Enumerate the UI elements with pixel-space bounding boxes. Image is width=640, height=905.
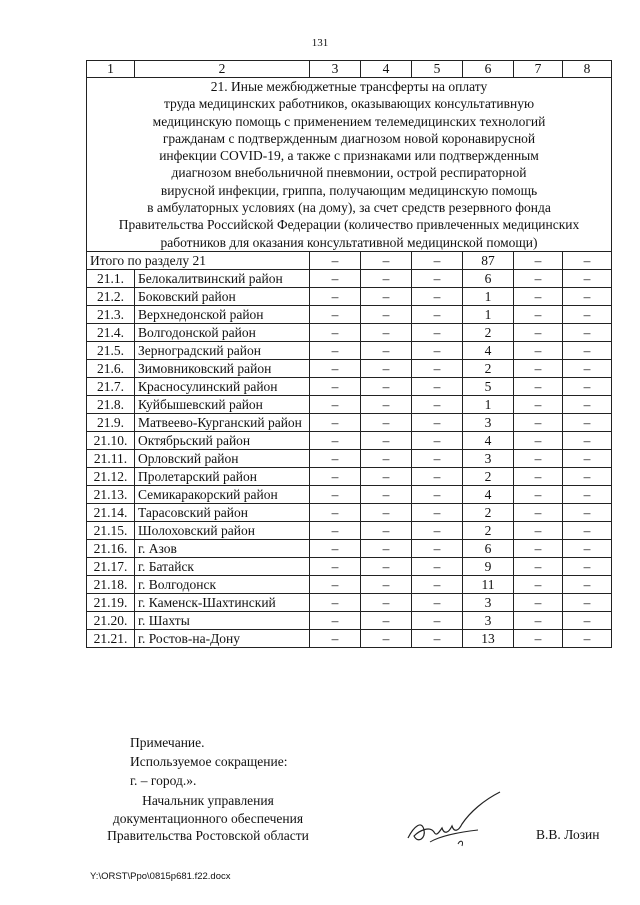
- column-number-row: [87, 61, 612, 78]
- caption-line: в амбулаторных условиях (на дому), за счет средств резервного фонда: [147, 200, 551, 216]
- row-col6: 2: [463, 503, 514, 521]
- signatory-line: документационного обеспечения: [112, 810, 304, 826]
- table-row: [87, 377, 612, 395]
- row-col3: –: [310, 395, 361, 413]
- table-row: [87, 449, 612, 467]
- caption-line: инфекции COVID-19, а также с признаками или подтвержденным: [159, 148, 539, 164]
- column-number: 4: [361, 61, 412, 78]
- caption-line: работников для оказания консультативной медицинской помощи): [160, 234, 538, 250]
- district-name: Орловский район: [135, 449, 310, 467]
- district-name: Матвеево-Курганский район: [135, 413, 310, 431]
- row-number: 21.20.: [87, 611, 135, 629]
- row-col3: –: [310, 269, 361, 287]
- row-col7: –: [514, 377, 563, 395]
- row-col6: 6: [463, 269, 514, 287]
- transfers-table: [86, 60, 612, 648]
- row-col4: –: [361, 287, 412, 305]
- row-col6: 3: [463, 449, 514, 467]
- row-col8: –: [563, 557, 612, 575]
- row-number: 21.16.: [87, 539, 135, 557]
- row-number: 21.17.: [87, 557, 135, 575]
- row-col3: –: [310, 359, 361, 377]
- row-col6: 4: [463, 341, 514, 359]
- row-col6: 2: [463, 323, 514, 341]
- district-name: г. Ростов-на-Дону: [135, 629, 310, 647]
- row-col5: –: [412, 395, 463, 413]
- signatory-line: Начальник управления: [142, 793, 274, 808]
- row-col8: –: [563, 287, 612, 305]
- row-number: 21.3.: [87, 305, 135, 323]
- row-col5: –: [412, 611, 463, 629]
- table-row: [87, 269, 612, 287]
- row-col8: –: [563, 521, 612, 539]
- row-col5: –: [412, 593, 463, 611]
- row-col8: –: [563, 431, 612, 449]
- row-col3: –: [310, 377, 361, 395]
- district-name: Волгодонской район: [135, 323, 310, 341]
- district-name: Шолоховский район: [135, 521, 310, 539]
- table-row: [87, 467, 612, 485]
- row-col6: 9: [463, 557, 514, 575]
- table-row: [87, 539, 612, 557]
- district-name: Зимовниковский район: [135, 359, 310, 377]
- row-col6: 2: [463, 359, 514, 377]
- row-number: 21.12.: [87, 467, 135, 485]
- row-col5: –: [412, 287, 463, 305]
- signatory-line: Правительства Ростовской области: [107, 828, 309, 843]
- row-col6: 2: [463, 521, 514, 539]
- row-number: 21.11.: [87, 449, 135, 467]
- row-col3: –: [310, 611, 361, 629]
- handwritten-signature: [400, 786, 510, 856]
- table-row: [87, 431, 612, 449]
- table-row: [87, 593, 612, 611]
- row-col7: –: [514, 593, 563, 611]
- caption-line: медицинскую помощь с применением телемедицинских технологий: [152, 113, 546, 129]
- signatory-title: [88, 792, 328, 845]
- district-name: Тарасовский район: [135, 503, 310, 521]
- row-col3: –: [310, 323, 361, 341]
- row-number: 21.21.: [87, 629, 135, 647]
- district-name: г. Батайск: [135, 557, 310, 575]
- row-col4: –: [361, 341, 412, 359]
- district-name: Октябрьский район: [135, 431, 310, 449]
- row-col6: 1: [463, 287, 514, 305]
- district-name: г. Шахты: [135, 611, 310, 629]
- row-col5: –: [412, 467, 463, 485]
- column-number: 6: [463, 61, 514, 78]
- row-col6: 3: [463, 413, 514, 431]
- row-col4: –: [361, 611, 412, 629]
- row-col3: –: [310, 341, 361, 359]
- district-name: г. Волгодонск: [135, 575, 310, 593]
- row-col8: –: [563, 341, 612, 359]
- row-number: 21.1.: [87, 269, 135, 287]
- row-number: 21.19.: [87, 593, 135, 611]
- row-col7: –: [514, 431, 563, 449]
- row-col4: –: [361, 539, 412, 557]
- row-col3: –: [310, 431, 361, 449]
- total-col3: –: [310, 251, 361, 269]
- row-col3: –: [310, 503, 361, 521]
- row-number: 21.7.: [87, 377, 135, 395]
- page-number: 131: [311, 37, 329, 49]
- row-col6: 6: [463, 539, 514, 557]
- district-name: Зерноградский район: [135, 341, 310, 359]
- caption-line: 21. Иные межбюджетные трансферты на оплату: [210, 79, 488, 94]
- row-number: 21.8.: [87, 395, 135, 413]
- row-col7: –: [514, 287, 563, 305]
- file-path: Y:\ORST\Ppo\0815p681.f22.docx: [90, 871, 231, 882]
- row-col8: –: [563, 269, 612, 287]
- table-row: [87, 395, 612, 413]
- table-row: [87, 287, 612, 305]
- row-col7: –: [514, 341, 563, 359]
- column-number: 3: [310, 61, 361, 78]
- row-col8: –: [563, 503, 612, 521]
- row-col8: –: [563, 539, 612, 557]
- row-col7: –: [514, 557, 563, 575]
- row-col8: –: [563, 593, 612, 611]
- row-col5: –: [412, 539, 463, 557]
- row-col3: –: [310, 449, 361, 467]
- row-col7: –: [514, 503, 563, 521]
- row-col6: 11: [463, 575, 514, 593]
- district-name: Пролетарский район: [135, 467, 310, 485]
- district-name: Боковский район: [135, 287, 310, 305]
- row-col7: –: [514, 323, 563, 341]
- row-col6: 13: [463, 629, 514, 647]
- district-name: Красносулинский район: [135, 377, 310, 395]
- row-number: 21.4.: [87, 323, 135, 341]
- row-col8: –: [563, 449, 612, 467]
- row-col4: –: [361, 269, 412, 287]
- table-row: [87, 521, 612, 539]
- row-col4: –: [361, 503, 412, 521]
- table-row: [87, 413, 612, 431]
- note-line: Используемое сокращение:: [130, 754, 288, 769]
- row-col3: –: [310, 521, 361, 539]
- row-col4: –: [361, 449, 412, 467]
- row-col5: –: [412, 323, 463, 341]
- row-col4: –: [361, 575, 412, 593]
- row-col4: –: [361, 593, 412, 611]
- district-name: Семикаракорский район: [135, 485, 310, 503]
- row-col7: –: [514, 629, 563, 647]
- row-col3: –: [310, 629, 361, 647]
- row-col5: –: [412, 377, 463, 395]
- row-col7: –: [514, 395, 563, 413]
- signatory-name: В.В. Лозин: [536, 827, 600, 842]
- note-line: г. – город.».: [130, 773, 197, 788]
- table-row: [87, 629, 612, 647]
- row-col4: –: [361, 485, 412, 503]
- row-number: 21.10.: [87, 431, 135, 449]
- row-col7: –: [514, 359, 563, 377]
- row-col3: –: [310, 539, 361, 557]
- column-number: 5: [412, 61, 463, 78]
- row-col7: –: [514, 611, 563, 629]
- row-col4: –: [361, 521, 412, 539]
- table-row: [87, 611, 612, 629]
- row-col7: –: [514, 539, 563, 557]
- row-col7: –: [514, 269, 563, 287]
- district-name: Куйбышевский район: [135, 395, 310, 413]
- row-number: 21.15.: [87, 521, 135, 539]
- table-row: [87, 341, 612, 359]
- row-col5: –: [412, 269, 463, 287]
- caption-line: гражданам с подтвержденным диагнозом новой коронавирусной: [162, 130, 536, 146]
- district-name: Белокалитвинский район: [135, 269, 310, 287]
- row-col5: –: [412, 359, 463, 377]
- row-col8: –: [563, 377, 612, 395]
- row-number: 21.13.: [87, 485, 135, 503]
- row-col8: –: [563, 629, 612, 647]
- row-col6: 5: [463, 377, 514, 395]
- row-col3: –: [310, 593, 361, 611]
- row-col6: 1: [463, 395, 514, 413]
- row-col3: –: [310, 485, 361, 503]
- row-col4: –: [361, 413, 412, 431]
- row-col8: –: [563, 485, 612, 503]
- row-col6: 4: [463, 485, 514, 503]
- table-row: [87, 575, 612, 593]
- table-row: [87, 359, 612, 377]
- district-name: Верхнедонской район: [135, 305, 310, 323]
- row-col3: –: [310, 575, 361, 593]
- section-caption-row: [87, 78, 612, 252]
- row-col3: –: [310, 413, 361, 431]
- total-col4: –: [361, 251, 412, 269]
- row-col8: –: [563, 413, 612, 431]
- row-number: 21.18.: [87, 575, 135, 593]
- row-col7: –: [514, 449, 563, 467]
- column-number: 2: [135, 61, 310, 78]
- total-col8: –: [563, 251, 612, 269]
- row-col7: –: [514, 467, 563, 485]
- column-number: 7: [514, 61, 563, 78]
- caption-line: вирусной инфекции, гриппа, получающим медицинскую помощь: [160, 182, 538, 198]
- row-col7: –: [514, 575, 563, 593]
- row-col5: –: [412, 431, 463, 449]
- total-label: Итого по разделу 21: [87, 251, 310, 269]
- district-name: г. Азов: [135, 539, 310, 557]
- row-col5: –: [412, 503, 463, 521]
- total-col5: –: [412, 251, 463, 269]
- row-col5: –: [412, 521, 463, 539]
- row-col4: –: [361, 431, 412, 449]
- row-col3: –: [310, 557, 361, 575]
- row-col4: –: [361, 377, 412, 395]
- row-col3: –: [310, 467, 361, 485]
- row-col8: –: [563, 305, 612, 323]
- table-row: [87, 323, 612, 341]
- caption-line: труда медицинских работников, оказывающих консультативную: [163, 96, 535, 112]
- row-col6: 3: [463, 593, 514, 611]
- row-col5: –: [412, 575, 463, 593]
- row-col8: –: [563, 323, 612, 341]
- row-col3: –: [310, 287, 361, 305]
- note-title: Примечание.: [130, 735, 205, 750]
- row-col4: –: [361, 557, 412, 575]
- table-row: [87, 503, 612, 521]
- column-number: 8: [563, 61, 612, 78]
- row-col4: –: [361, 323, 412, 341]
- row-col8: –: [563, 467, 612, 485]
- table-row: [87, 557, 612, 575]
- row-col3: –: [310, 305, 361, 323]
- row-col7: –: [514, 485, 563, 503]
- row-col7: –: [514, 521, 563, 539]
- row-number: 21.6.: [87, 359, 135, 377]
- table-row: [87, 485, 612, 503]
- row-col8: –: [563, 395, 612, 413]
- row-number: 21.5.: [87, 341, 135, 359]
- section-caption: [87, 78, 612, 252]
- row-col4: –: [361, 467, 412, 485]
- row-number: 21.2.: [87, 287, 135, 305]
- table-row: [87, 305, 612, 323]
- row-col6: 4: [463, 431, 514, 449]
- row-col5: –: [412, 557, 463, 575]
- row-col8: –: [563, 359, 612, 377]
- row-col6: 3: [463, 611, 514, 629]
- total-col7: –: [514, 251, 563, 269]
- row-col5: –: [412, 341, 463, 359]
- row-col8: –: [563, 575, 612, 593]
- caption-line: диагнозом внебольничной пневмонии, острой респираторной: [171, 165, 527, 181]
- row-col4: –: [361, 305, 412, 323]
- row-number: 21.9.: [87, 413, 135, 431]
- total-row: [87, 251, 612, 269]
- notes-block: [130, 733, 288, 790]
- row-col5: –: [412, 449, 463, 467]
- row-col7: –: [514, 413, 563, 431]
- row-col5: –: [412, 305, 463, 323]
- column-number: 1: [87, 61, 135, 78]
- row-col4: –: [361, 629, 412, 647]
- row-col7: –: [514, 305, 563, 323]
- caption-line: Правительства Российской Федерации (количество привлеченных медицинских: [118, 217, 580, 233]
- row-col5: –: [412, 485, 463, 503]
- row-col5: –: [412, 413, 463, 431]
- row-col8: –: [563, 611, 612, 629]
- total-col6: 87: [463, 251, 514, 269]
- row-col4: –: [361, 395, 412, 413]
- row-col4: –: [361, 359, 412, 377]
- row-number: 21.14.: [87, 503, 135, 521]
- row-col6: 1: [463, 305, 514, 323]
- district-name: г. Каменск-Шахтинский: [135, 593, 310, 611]
- row-col5: –: [412, 629, 463, 647]
- row-col6: 2: [463, 467, 514, 485]
